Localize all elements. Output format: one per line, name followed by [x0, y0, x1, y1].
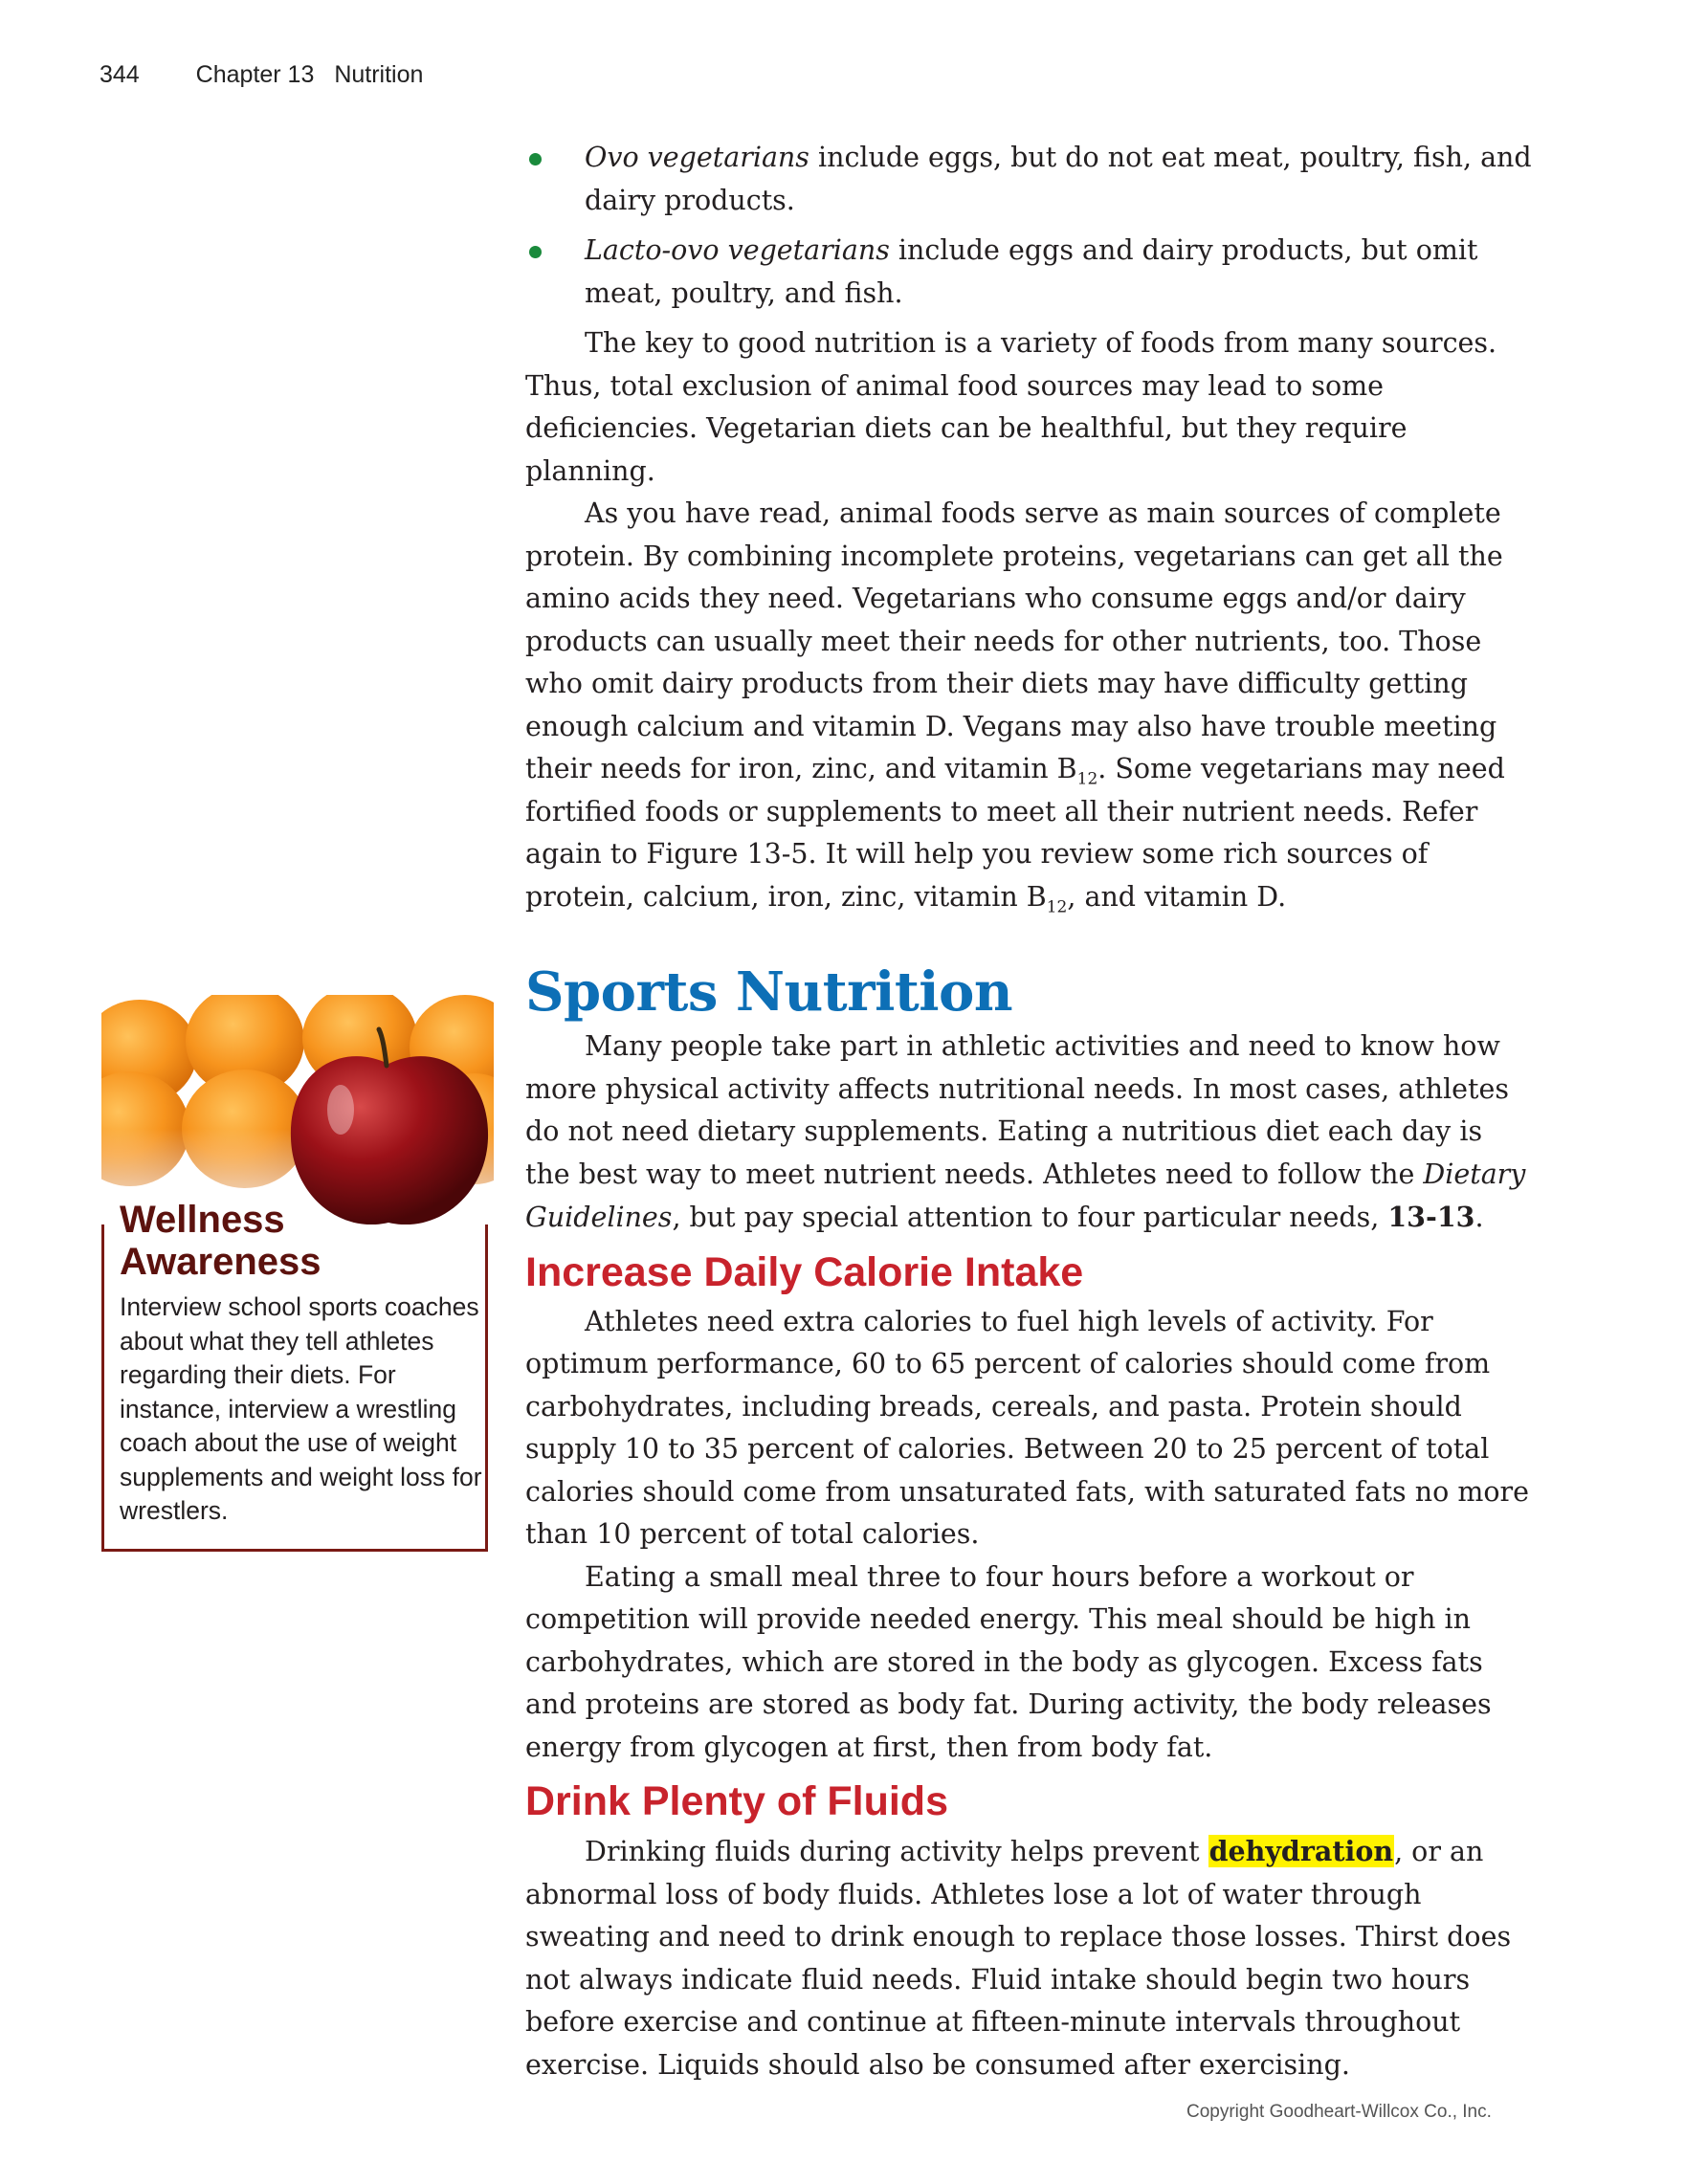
bullet-term: Ovo vegetarians [585, 142, 809, 173]
heading-calorie-intake: Increase Daily Calorie Intake [525, 1248, 1084, 1295]
page-number: 344 [100, 61, 140, 88]
text-run: , and vitamin D. [1067, 880, 1287, 913]
dietary-guidelines-title: Dietary Guidelines [525, 1158, 1526, 1233]
paragraph-sports-intro [525, 1026, 1532, 1240]
heading-sports-nutrition: Sports Nutrition [525, 960, 1013, 1024]
text-run: Drinking fluids during activity helps prevent [585, 1836, 1208, 1867]
text-run: , but pay special attention to four particular needs, [672, 1202, 1388, 1233]
text-run: , or an abnormal loss of body fluids. Athletes lose a lot of water through sweating and need to drink enough to replace those losses. Thirst does not always indicate fluid needs. Fluid intake should begin two hours before exercise and continue at fifteen-minute intervals throughout exercise. Liquids should also be consumed after exercising. [525, 1836, 1512, 2081]
paragraph-protein [525, 493, 1532, 918]
paragraph-fluids [525, 1830, 1532, 2086]
bullet-text: include eggs, but do not eat meat, poultry, fish, and dairy products. [585, 142, 1532, 216]
key-term-dehydration: dehydration [1208, 1835, 1394, 1867]
running-header [100, 61, 423, 89]
wellness-awareness-sidebar [101, 995, 488, 1552]
bullet-icon [529, 246, 542, 258]
text-run: . Some vegetarians may need fortified foods or supplements to meet all their nutrient needs. Refer again to Figure 13-5. It will help you review some rich sources of protein, calcium, iron, zinc, vitamin B [525, 753, 1505, 913]
bullet-text: include eggs and dairy products, but omit meat, poultry, and fish. [585, 234, 1478, 309]
bullet-item [525, 137, 1532, 222]
bullet-term: Lacto-ovo vegetarians [585, 234, 890, 266]
sidebar-title-line-1: Wellness [120, 1199, 285, 1241]
copyright-footer: Copyright Goodheart-Willcox Co., Inc. [1186, 2102, 1492, 2122]
fruit-illustration [101, 995, 494, 1224]
figure-reference: 13-13 [1387, 1201, 1475, 1233]
section-label: Nutrition [334, 61, 424, 88]
heading-fluids: Drink Plenty of Fluids [525, 1778, 948, 1824]
chapter-label: Chapter 13 [195, 61, 315, 88]
subscript: 12 [1046, 897, 1068, 917]
bullet-icon [529, 153, 542, 165]
paragraph-calories: Athletes need extra calories to fuel high levels of activity. For optimum performance, 60 to 65 percent of calories should come from carbohydrates, including breads, cereals, and pasta. Protein should supply 10 to 35 percent of calories. Between 20 to 25 percent of total calories should come from unsaturated fats, with saturated fats no more than 10 percent of total calories. [525, 1305, 1529, 1550]
text-run: As you have read, animal foods serve as main sources of complete protein. By combining incomplete proteins, vegetarians can get all the amino acids they need. Vegetarians who consume eggs and/or dairy products can usually meet their needs for other nutrients, too. Those who omit dairy products from their diets may have difficulty getting enough calcium and vitamin D. Vegans may also have trouble meeting their needs for iron, zinc, and vitamin B [525, 497, 1503, 784]
sidebar-title [120, 1199, 321, 1283]
text-run: . [1474, 1202, 1484, 1233]
bullet-item [525, 230, 1532, 315]
sidebar-title-line-2: Awareness [120, 1241, 321, 1283]
text-run: Many people take part in athletic activities and need to know how more physical activity affects nutritional needs. In most cases, athletes do not need dietary supplements. Eating a nutritious diet each day is the best way to meet nutrient needs. Athletes need to follow the [525, 1030, 1509, 1190]
paragraph-small-meal: Eating a small meal three to four hours before a workout or competition will provide needed energy. This meal should be high in carbohydrates, which are stored in the body as glycogen. Excess fats and proteins are stored as body fat. During activity, the body releases energy from glycogen at first, then from body fat. [525, 1560, 1492, 1763]
main-column [525, 137, 1532, 2086]
sidebar-body: Interview school sports coaches about what they tell athletes regarding their diets. For instance, interview a wrestling coach about the use of weight supplements and weight loss for wrestlers. [120, 1292, 482, 1525]
paragraph-variety: The key to good nutrition is a variety of foods from many sources. Thus, total exclusion of animal food sources may lead to some deficiencies. Vegetarian diets can be healthful, but they require planning. [525, 327, 1497, 487]
subscript: 12 [1076, 769, 1098, 789]
apple-and-oranges-photo [101, 995, 494, 1224]
